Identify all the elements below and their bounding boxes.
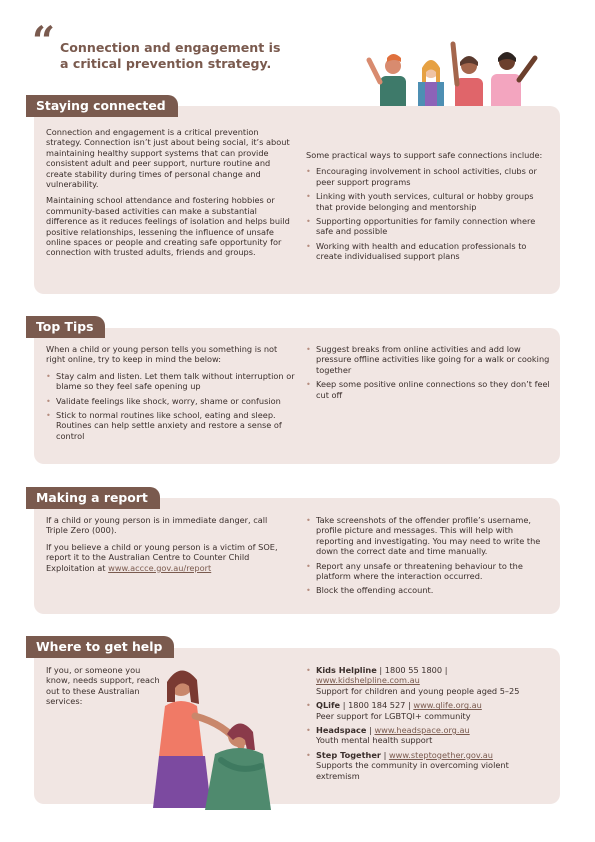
- service-desc: Supports the community in overcoming violent extremism: [316, 760, 509, 781]
- service-kids-helpline: [306, 665, 551, 696]
- list-item: • Keep some positive online connections so they don’t feel cut off: [306, 379, 551, 400]
- service-link[interactable]: www.headspace.org.au: [374, 725, 470, 736]
- list-item: • Take screenshots of the offender profile’s username, profile picture and messages. This will help with reporting and investigating. You may need to write the down the correct date and time manually.: [306, 515, 551, 557]
- separator: |: [379, 665, 383, 675]
- service-name: Kids Helpline: [316, 665, 377, 675]
- list-item: • Suggest breaks from online activities and add low pressure offline activities like going for a walk or cooking together: [306, 344, 551, 375]
- list-item: • Encouraging involvement in school activities, clubs or peer support programs: [306, 166, 551, 187]
- top-tips-left: [46, 344, 296, 445]
- paragraph: If a child or young person is in immediate danger, call Triple Zero (000).: [46, 515, 268, 536]
- paragraph: Some practical ways to support safe connections include:: [306, 150, 543, 160]
- service-link[interactable]: www.steptogether.gov.au: [388, 749, 493, 760]
- paragraph: Connection and engagement is a critical prevention strategy. Connection isn’t just about being social, it’s about maintaining healthy support systems that can provide consistent adult and peer support, nurture routine and create stability during times of personal change and vulnerability.: [46, 127, 290, 190]
- separator: |: [444, 665, 448, 675]
- service-name: Step Together: [316, 749, 381, 760]
- accce-report-link[interactable]: www.accce.gov.au/report: [108, 562, 212, 573]
- staying-connected-right: [306, 150, 551, 266]
- service-phone: 1800 184 527: [348, 700, 406, 711]
- service-link[interactable]: www.kidshelpline.com.au: [316, 675, 420, 686]
- separator: |: [369, 725, 372, 736]
- paragraph: Maintaining school attendance and fostering hobbies or community-based activities can make a substantial difference as it reduces feelings of isolation and helps build positive relationships, lessening the influence of unsafe online spaces or people and creating safe opportunity for connection with trusted adults, friends and groups.: [46, 195, 290, 258]
- list-item: • Stay calm and listen. Let them talk without interruption or blame so they feel safe opening up: [46, 371, 296, 392]
- bullet-list: [306, 665, 551, 781]
- paragraph: If you, or someone you know, needs support, reach out to these Australian services:: [46, 665, 160, 707]
- separator: |: [342, 700, 346, 711]
- service-desc: Youth mental health support: [316, 735, 433, 746]
- list-item: • Validate feelings like shock, worry, shame or confusion: [46, 396, 296, 406]
- list-item: • Report any unsafe or threatening behaviour to the platform where the interaction occurred.: [306, 561, 551, 582]
- making-report-title: Making a report: [26, 487, 160, 509]
- list-item: • Linking with youth services, cultural or hobby groups that provide belonging and mentorship: [306, 191, 551, 212]
- service-phone: 1800 55 1800: [384, 665, 443, 675]
- bullet-list: [306, 515, 551, 596]
- separator: |: [383, 749, 387, 760]
- top-tips-title: Top Tips: [26, 316, 105, 338]
- service-name: Headspace: [316, 725, 367, 736]
- service-desc: Peer support for LGBTQI+ community: [316, 710, 471, 721]
- services-list: [306, 665, 551, 785]
- bullet-list: [306, 344, 551, 400]
- list-item: • Working with health and education professionals to create individualised support plans: [306, 241, 551, 262]
- paragraph: [46, 542, 286, 573]
- get-help-title: Where to get help: [26, 636, 174, 658]
- separator: |: [408, 700, 411, 711]
- list-item: • Supporting opportunities for family connection where safe and possible: [306, 216, 551, 237]
- service-headspace: [306, 725, 551, 746]
- top-tips-right: [306, 344, 551, 404]
- service-qlife: [306, 700, 551, 721]
- bullet-list: [306, 166, 551, 261]
- making-report-left: [46, 515, 286, 579]
- service-desc: Support for children and young people aged 5–25: [316, 685, 520, 696]
- quote-mark-icon: “: [32, 18, 56, 65]
- bullet-list: [46, 371, 296, 441]
- paragraph: When a child or young person tells you something is not right online, try to keep in mind the below:: [46, 344, 278, 365]
- comforting-illustration: [135, 660, 285, 810]
- service-step-together: [306, 750, 551, 781]
- list-item: • Stick to normal routines like school, eating and sleep. Routines can help settle anxiety and restore a sense of control: [46, 410, 296, 441]
- report-text: If you believe a child or young person is a victim of SOE, report it to the Australian Centre to Counter Child Exploitation at: [46, 541, 278, 573]
- service-link[interactable]: www.qlife.org.au: [413, 700, 482, 711]
- staying-connected-title: Staying connected: [26, 95, 178, 117]
- staying-connected-left: [46, 127, 294, 264]
- list-item: • Block the offending account.: [306, 585, 551, 595]
- page-headline: Connection and engagement is a critical prevention strategy.: [60, 40, 281, 71]
- making-report-right: [306, 515, 551, 600]
- service-name: QLife: [316, 700, 341, 711]
